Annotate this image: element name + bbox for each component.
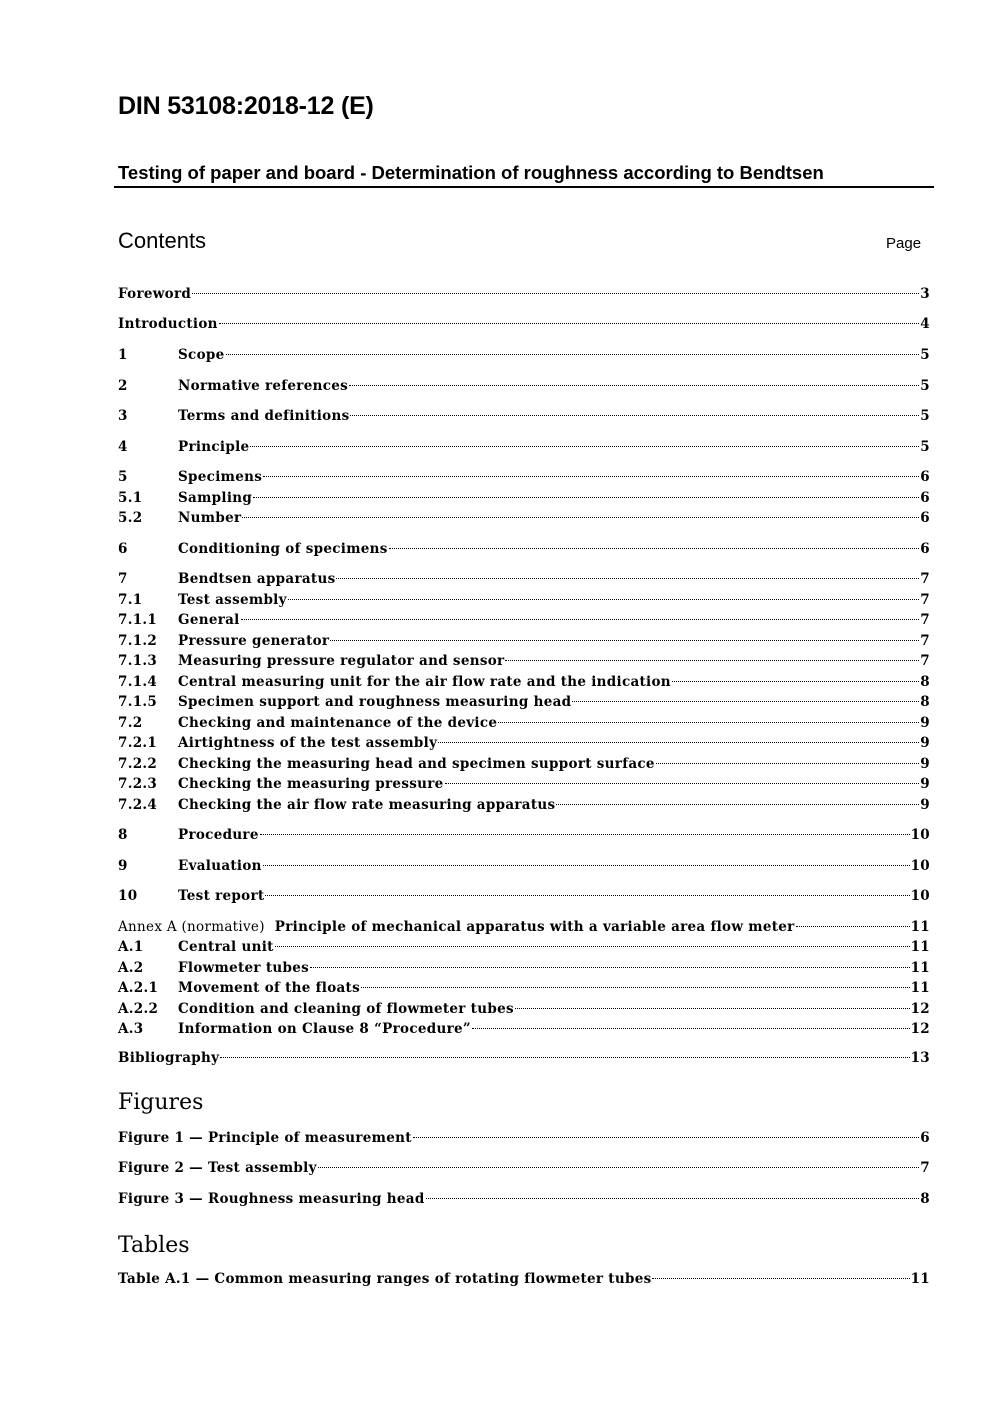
toc-entry-page: 11 (910, 980, 930, 996)
toc-entry[interactable] (118, 774, 930, 794)
toc-entry-title: Checking the measuring head and specimen support surface (178, 756, 655, 772)
toc-entry[interactable] (118, 314, 930, 334)
toc-entry-number: 7.1 (118, 592, 143, 608)
dot-leader (438, 742, 919, 743)
toc-entry-number: 5.1 (118, 490, 143, 506)
toc-entry-page: 12 (910, 1021, 930, 1037)
toc-entry-title: Measuring pressure regulator and sensor (178, 653, 505, 669)
dot-leader (220, 1057, 909, 1058)
dot-leader (260, 834, 910, 835)
toc-entry-number: 8 (118, 827, 128, 843)
toc-entry[interactable] (118, 345, 930, 365)
toc-entry-title: Number (178, 510, 242, 526)
toc-entry-number: 2 (118, 378, 128, 394)
toc-entry-page: 6 (920, 490, 930, 506)
dot-leader (226, 354, 920, 355)
toc-entry-page: 7 (920, 612, 930, 628)
toc-entry[interactable] (118, 1019, 930, 1039)
toc-entry-number: 7.1.2 (118, 633, 158, 649)
toc-entry-page: 9 (920, 756, 930, 772)
dot-leader (656, 763, 920, 764)
toc-entry-page: 8 (920, 694, 930, 710)
toc-entry-title: Condition and cleaning of flowmeter tubes (178, 1001, 514, 1017)
toc-entry-title: Foreword (118, 286, 192, 302)
toc-entry[interactable] (118, 856, 930, 876)
dot-leader (426, 1198, 920, 1199)
dot-leader (192, 293, 919, 294)
toc-entry-title: Specimens (178, 469, 263, 485)
toc-entry-page: 5 (920, 408, 930, 424)
dot-leader (445, 783, 920, 784)
document-title: Testing of paper and board - Determination of roughness according to Bendtsen (118, 162, 824, 183)
toc-entry-page: 5 (920, 378, 930, 394)
toc-entry-page: 6 (920, 1130, 930, 1146)
toc-entry-number: 3 (118, 408, 128, 424)
toc-entry-page: 6 (920, 541, 930, 557)
toc-entry-page: 7 (920, 592, 930, 608)
toc-entry[interactable] (118, 733, 930, 753)
toc-entry-page: 8 (920, 1191, 930, 1207)
toc-entry-page: 9 (920, 797, 930, 813)
dot-leader (472, 1028, 910, 1029)
dot-leader (350, 415, 919, 416)
dot-leader (250, 446, 919, 447)
dot-leader (275, 946, 910, 947)
toc-entry-page: 7 (920, 571, 930, 587)
toc-entry-number: 7.1.1 (118, 612, 158, 628)
dot-leader (263, 476, 919, 477)
annex-title: Principle of mechanical apparatus with a variable area flow meter (274, 919, 795, 935)
document-id: DIN 53108:2018-12 (E) (118, 92, 374, 120)
toc-entry-number: A.1 (118, 939, 144, 955)
toc-entry[interactable] (118, 508, 930, 528)
toc-entry-page: 11 (910, 919, 930, 935)
toc-entry-number: 7.2.1 (118, 735, 158, 751)
toc-entry-number: 7.2.2 (118, 756, 158, 772)
toc-entry-title: Checking and maintenance of the device (178, 715, 498, 731)
toc-entry-page: 11 (910, 939, 930, 955)
toc-entry-number: 10 (118, 888, 138, 904)
toc-entry-title: Movement of the floats (178, 980, 360, 996)
toc-entry-title: Conditioning of specimens (178, 541, 388, 557)
toc-entry[interactable] (118, 692, 930, 712)
toc-entry[interactable] (118, 488, 930, 508)
toc-entry-title: Information on Clause 8 “Procedure” (178, 1021, 471, 1037)
toc-entry-title: Table A.1 — Common measuring ranges of rotating flowmeter tubes (118, 1271, 652, 1287)
toc-entry-title: Central unit (178, 939, 274, 955)
dot-leader (572, 701, 919, 702)
toc-entry[interactable] (118, 937, 930, 957)
toc-entry-number: 7.1.4 (118, 674, 158, 690)
toc-entry-number: 5.2 (118, 510, 143, 526)
toc-entry[interactable] (118, 1269, 930, 1289)
dot-leader (413, 1137, 920, 1138)
toc-entry-title: Figure 3 — Roughness measuring head (118, 1191, 425, 1207)
toc-entry-page: 9 (920, 776, 930, 792)
toc-entry-title: Introduction (118, 316, 218, 332)
toc-entry-page: 6 (920, 510, 930, 526)
dot-leader (310, 967, 910, 968)
dot-leader (241, 619, 920, 620)
toc-entry[interactable] (118, 672, 930, 692)
toc-entry[interactable] (118, 376, 930, 396)
toc-entry-title: Figure 1 — Principle of measurement (118, 1130, 412, 1146)
toc-entry-title: Bendtsen apparatus (178, 571, 336, 587)
toc-entry[interactable] (118, 978, 930, 998)
toc-entry-page: 10 (910, 888, 930, 904)
toc-entry-title: Bibliography (118, 1050, 220, 1066)
toc-entry-page: 7 (920, 633, 930, 649)
dot-leader (265, 895, 909, 896)
toc-entry-number: 9 (118, 858, 128, 874)
dot-leader (253, 497, 919, 498)
toc-entry-title: Pressure generator (178, 633, 330, 649)
toc-entry-title: Terms and definitions (178, 408, 350, 424)
dot-leader (652, 1278, 909, 1279)
toc-entry-title: Procedure (178, 827, 259, 843)
tables-heading: Tables (118, 1233, 190, 1258)
toc-entry-page: 4 (920, 316, 930, 332)
toc-entry-title: Checking the measuring pressure (178, 776, 444, 792)
toc-entry-page: 3 (920, 286, 930, 302)
toc-entry[interactable] (118, 569, 930, 589)
annex-label: Annex A (normative) (118, 919, 265, 935)
toc-entry[interactable] (118, 825, 930, 845)
toc-entry[interactable] (118, 1128, 930, 1148)
toc-entry-number: 7.2 (118, 715, 143, 731)
dot-leader (349, 385, 919, 386)
toc-entry-title: Sampling (178, 490, 253, 506)
toc-entry-title: Scope (178, 347, 225, 363)
toc-entry-number: 6 (118, 541, 128, 557)
dot-leader (505, 660, 919, 661)
toc-entry-title: Checking the air flow rate measuring apparatus (178, 797, 556, 813)
toc-entry-title: Specimen support and roughness measuring head (178, 694, 572, 710)
dot-leader (389, 548, 920, 549)
toc-entry[interactable] (118, 406, 930, 426)
toc-entry-page: 7 (920, 653, 930, 669)
toc-entry-page: 11 (910, 960, 930, 976)
toc-entry-number: 5 (118, 469, 128, 485)
dot-leader (288, 599, 920, 600)
toc-entry-title: Flowmeter tubes (178, 960, 310, 976)
toc-entry-number: 7.1.5 (118, 694, 158, 710)
toc-entry-page: 5 (920, 347, 930, 363)
toc-entry-title: Central measuring unit for the air flow rate and the indication (178, 674, 671, 690)
dot-leader (242, 517, 919, 518)
toc-entry-number: 4 (118, 439, 128, 455)
toc-entry[interactable] (118, 958, 930, 978)
toc-entry[interactable] (118, 631, 930, 651)
toc-entry-number: A.2.2 (118, 1001, 159, 1017)
dot-leader (556, 804, 919, 805)
dot-leader (672, 681, 919, 682)
toc-entry-title: Normative references (178, 378, 349, 394)
toc-entry[interactable] (118, 886, 930, 906)
figures-heading: Figures (118, 1090, 204, 1115)
contents-heading: Contents (118, 228, 207, 253)
dot-leader (336, 578, 919, 579)
toc-entry-page: 9 (920, 735, 930, 751)
dot-leader (361, 987, 910, 988)
toc-entry-number: A.2.1 (118, 980, 159, 996)
dot-leader (219, 323, 920, 324)
toc-entry[interactable] (118, 1189, 930, 1209)
toc-entry-number: 1 (118, 347, 128, 363)
toc-entry-page: 7 (920, 1160, 930, 1176)
toc-entry-page: 11 (910, 1271, 930, 1287)
toc-entry-number: 7.2.4 (118, 797, 158, 813)
toc-entry-page: 8 (920, 674, 930, 690)
toc-entry[interactable] (118, 713, 930, 733)
title-underline (114, 186, 934, 188)
toc-entry[interactable] (118, 1048, 930, 1068)
page-column-label: Page (886, 235, 922, 252)
toc-entry[interactable] (118, 590, 930, 610)
dot-leader (330, 640, 919, 641)
toc-entry[interactable] (118, 610, 930, 630)
dot-leader (318, 1167, 920, 1168)
toc-entry[interactable] (118, 795, 930, 815)
toc-entry-title: Principle (178, 439, 250, 455)
dot-leader (796, 926, 910, 927)
toc-entry-page: 10 (910, 827, 930, 843)
toc-entry-title: Test assembly (178, 592, 287, 608)
toc-entry[interactable] (118, 999, 930, 1019)
dot-leader (515, 1008, 910, 1009)
toc-entry-number: A.3 (118, 1021, 144, 1037)
toc-entry-page: 6 (920, 469, 930, 485)
toc-entry-title: Test report (178, 888, 265, 904)
toc-entry[interactable] (118, 539, 930, 559)
toc-entry-page: 13 (910, 1050, 930, 1066)
toc-entry[interactable] (118, 1158, 930, 1178)
toc-entry-title: Figure 2 — Test assembly (118, 1160, 317, 1176)
toc-entry[interactable] (118, 437, 930, 457)
toc-entry-number: 7.1.3 (118, 653, 158, 669)
toc-entry-page: 12 (910, 1001, 930, 1017)
toc-entry[interactable] (118, 651, 930, 671)
toc-entry-number: 7 (118, 571, 128, 587)
dot-leader (263, 865, 910, 866)
toc-entry-title (118, 917, 795, 937)
toc-entry-page: 10 (910, 858, 930, 874)
toc-entry-title: Airtightness of the test assembly (178, 735, 438, 751)
toc-entry[interactable] (118, 917, 930, 937)
toc-entry[interactable] (118, 284, 930, 304)
toc-entry-title: General (178, 612, 240, 628)
toc-entry[interactable] (118, 467, 930, 487)
dot-leader (498, 722, 919, 723)
toc-entry-number: A.2 (118, 960, 144, 976)
toc-entry-page: 9 (920, 715, 930, 731)
toc-entry-number: 7.2.3 (118, 776, 158, 792)
toc-entry-title: Evaluation (178, 858, 262, 874)
toc-entry[interactable] (118, 754, 930, 774)
toc-entry-page: 5 (920, 439, 930, 455)
